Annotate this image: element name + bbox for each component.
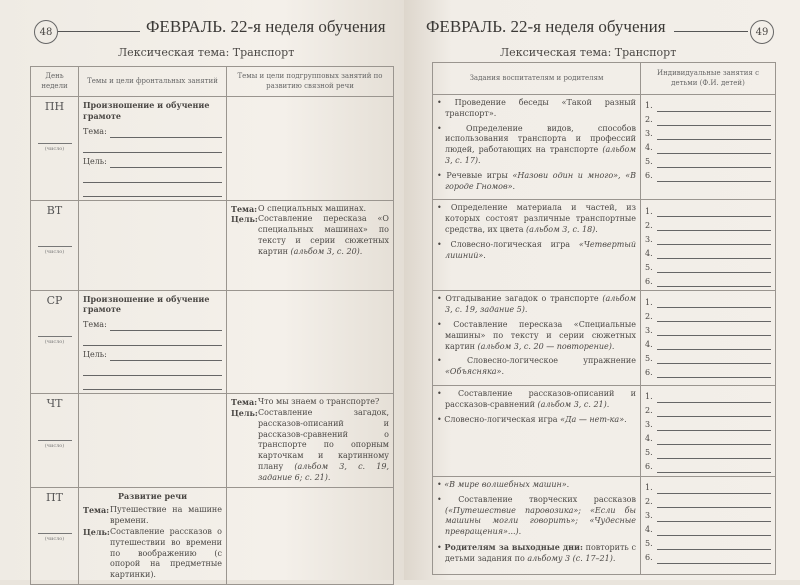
fill-line[interactable] [83, 156, 222, 168]
name-input-line[interactable] [657, 116, 771, 126]
task-text: (альбом 3, с. 17). [445, 145, 636, 165]
line-number: 2. [645, 497, 653, 507]
name-input-line[interactable] [657, 526, 771, 536]
line-number: 3. [645, 325, 653, 335]
cel-text-wrap [258, 408, 389, 484]
cel-line [83, 527, 222, 581]
album-reference: (альбом 3, с. 20). [290, 246, 363, 256]
day-label: СР [46, 293, 63, 307]
task-item [437, 356, 636, 378]
task-item [437, 542, 636, 565]
individual-cell [641, 95, 776, 200]
individual-cell [641, 476, 776, 574]
tema-label: Тема: [83, 320, 107, 330]
tasks-cell [433, 95, 641, 200]
line-number: 6. [645, 553, 653, 563]
lesson-title: Произношение и обучение грамоте [83, 100, 210, 121]
date-field[interactable]: (число) [38, 533, 72, 543]
cel-label: Цель: [231, 407, 258, 418]
name-input-line[interactable] [657, 263, 771, 273]
frontal-cell [79, 200, 227, 290]
day-label: ПН [44, 100, 65, 113]
child-name-line[interactable] [645, 336, 771, 350]
line-number: 4. [645, 248, 653, 258]
task-item [437, 294, 636, 316]
album-reference: (альбом 3, с. 19, задание 6; с. 21). [258, 461, 389, 482]
column-header: День недели [31, 67, 79, 97]
name-input-line[interactable] [657, 312, 771, 322]
child-name-line[interactable] [645, 126, 771, 140]
bullet: • [437, 170, 447, 180]
day-cell [31, 290, 79, 394]
name-input-line[interactable] [657, 326, 771, 336]
subgroup-cell [227, 290, 394, 394]
running-header: ФЕВРАЛЬ. 22-я неделя обучения [426, 17, 666, 36]
child-name-line[interactable] [645, 308, 771, 322]
line-number: 2. [645, 311, 653, 321]
cel-label: Цель: [83, 156, 107, 166]
table-row [31, 200, 394, 290]
line-number: 1. [645, 483, 653, 493]
tema-line [83, 505, 222, 527]
subgroup-cell [227, 394, 394, 487]
page-number: 49 [750, 20, 774, 44]
tema-label: Тема: [83, 126, 107, 136]
task-text: (альбом 3, с. 20 — повторение). [477, 341, 615, 351]
column-header: Индивидуальные занятия с детьми (Ф.И. детей) [641, 63, 776, 95]
tema-text: Путешествие на машине времени. [110, 505, 222, 526]
child-name-line[interactable] [645, 508, 771, 522]
name-input-line[interactable] [657, 354, 771, 364]
line-number: 4. [645, 339, 653, 349]
individual-cell [641, 200, 776, 291]
bullet: • [437, 98, 455, 107]
bullet: • [437, 388, 459, 398]
child-name-line[interactable] [645, 403, 771, 417]
tema-line [231, 397, 389, 408]
name-input-line[interactable] [657, 207, 771, 217]
cel-text: Составление рассказов о путешествии во времени по воображению (с опорой на предметные картинки). [110, 526, 222, 580]
tema-text: Что мы знаем о транспорте? [258, 397, 380, 407]
frontal-cell [79, 394, 227, 487]
name-input-line[interactable] [657, 484, 771, 494]
table-row [433, 200, 776, 291]
bullet: • [437, 542, 445, 552]
date-field[interactable]: (число) [38, 246, 72, 256]
child-name-line[interactable] [645, 154, 771, 168]
task-text: (альбом 3, с. 18). [526, 224, 598, 234]
name-input-line[interactable] [657, 512, 771, 522]
name-input-line[interactable] [657, 298, 771, 308]
child-name-line[interactable] [645, 459, 771, 473]
table-row [31, 487, 394, 584]
bullet: • [437, 294, 446, 304]
name-input-line[interactable] [657, 340, 771, 350]
cel-label: Цель: [83, 350, 107, 360]
line-number: 6. [645, 171, 653, 181]
task-text: Отгадывание загадок о транспорте [445, 294, 603, 304]
child-name-line[interactable] [645, 203, 771, 217]
name-input-line[interactable] [657, 449, 771, 459]
cel-line [231, 214, 389, 257]
name-input-line[interactable] [657, 368, 771, 378]
task-text: «В мире волшебных машин». [444, 479, 570, 489]
task-text: Составление рассказов-описаний и рассказов-сравнений [445, 388, 636, 409]
task-item [437, 480, 636, 491]
task-item [437, 495, 636, 538]
name-input-line[interactable] [657, 249, 771, 259]
blank-line[interactable] [110, 159, 222, 168]
child-name-line[interactable] [645, 417, 771, 431]
line-number: 3. [645, 129, 653, 139]
frontal-cell [79, 487, 227, 584]
blank-line[interactable] [110, 352, 222, 361]
subgroup-cell [227, 487, 394, 584]
child-name-line[interactable] [645, 480, 771, 494]
subgroup-cell [227, 200, 394, 290]
line-number: 1. [645, 297, 653, 307]
child-name-line[interactable] [645, 294, 771, 308]
day-label: ЧТ [46, 397, 63, 411]
line-number: 5. [645, 353, 653, 363]
cel-text-wrap [258, 214, 389, 257]
bullet: • [437, 414, 445, 424]
date-field[interactable]: (число) [38, 336, 72, 346]
task-item [437, 415, 636, 426]
bullet: • [437, 356, 467, 366]
child-name-line[interactable] [645, 350, 771, 364]
line-number: 1. [645, 392, 653, 402]
column-header: Темы и цели фронтальных занятий [79, 67, 227, 97]
name-input-line[interactable] [657, 498, 771, 508]
bullet: • [437, 494, 459, 504]
blank-line[interactable] [83, 141, 222, 153]
blank-line[interactable] [83, 364, 222, 376]
child-name-line[interactable] [645, 522, 771, 536]
line-number: 5. [645, 448, 653, 458]
child-name-line[interactable] [645, 168, 771, 182]
right-page [404, 0, 800, 580]
name-input-line[interactable] [657, 130, 771, 140]
child-name-line[interactable] [645, 140, 771, 154]
lexical-topic: Лексическая тема: Транспорт [500, 46, 677, 59]
task-text: «Четвертый лишний». [445, 239, 636, 260]
tema-text: О специальных машинах. [258, 203, 367, 213]
task-text: Определение материала и частей, из которых состоят различные транспортные средства, их цвета [445, 203, 636, 234]
day-label: ПТ [46, 490, 63, 504]
child-name-line[interactable] [645, 322, 771, 336]
individual-cell [641, 291, 776, 386]
line-number: 3. [645, 234, 653, 244]
child-name-line[interactable] [645, 98, 771, 112]
name-input-line[interactable] [657, 277, 771, 287]
date-field[interactable]: (число) [38, 143, 72, 153]
child-name-line[interactable] [645, 217, 771, 231]
day-cell [31, 394, 79, 487]
date-field[interactable]: (число) [38, 440, 72, 450]
tema-line [231, 204, 389, 215]
child-name-line[interactable] [645, 494, 771, 508]
name-input-line[interactable] [657, 221, 771, 231]
line-number: 1. [645, 101, 653, 111]
day-cell [31, 97, 79, 201]
name-input-line[interactable] [657, 172, 771, 182]
child-name-line[interactable] [645, 273, 771, 287]
table-row [433, 291, 776, 386]
task-item [437, 124, 636, 167]
task-text: Речевые игры [446, 170, 513, 180]
task-item [437, 203, 636, 235]
fill-line[interactable] [83, 126, 222, 138]
bullet: • [437, 123, 467, 133]
child-name-line[interactable] [645, 445, 771, 459]
page-number: 48 [34, 20, 58, 44]
table-row [31, 394, 394, 487]
line-number: 1. [645, 206, 653, 216]
day-cell [31, 200, 79, 290]
name-input-line[interactable] [657, 540, 771, 550]
child-name-line[interactable] [645, 112, 771, 126]
child-name-line[interactable] [645, 550, 771, 564]
tema-label: Тема: [231, 397, 258, 408]
line-number: 3. [645, 511, 653, 521]
blank-line[interactable] [83, 171, 222, 183]
lesson-title: Произношение и обучение грамоте [83, 293, 210, 315]
task-item [437, 240, 636, 262]
child-name-line[interactable] [645, 259, 771, 273]
frontal-cell [79, 290, 227, 394]
blank-line[interactable] [110, 129, 222, 138]
blank-line[interactable] [83, 334, 222, 346]
table-row [433, 476, 776, 574]
name-input-line[interactable] [657, 554, 771, 564]
name-input-line[interactable] [657, 144, 771, 154]
cel-text-wrap [110, 527, 222, 581]
lexical-topic: Лексическая тема: Транспорт [118, 46, 295, 59]
header-rule [674, 31, 748, 32]
fill-line[interactable] [83, 349, 222, 361]
frontal-cell [79, 97, 227, 201]
column-header: Задания воспитателям и родителям [433, 63, 641, 95]
task-text: Определение видов, способов использования транспорта и профессий людей, работающих на транспорте [445, 123, 636, 155]
subgroup-cell [227, 97, 394, 201]
task-item [437, 389, 636, 411]
task-text: «Объясняка». [445, 367, 504, 377]
task-text: «Да — нет-ка». [560, 414, 627, 424]
tema-label: Тема: [83, 505, 110, 516]
child-name-line[interactable] [645, 536, 771, 550]
name-input-line[interactable] [657, 421, 771, 431]
task-item [437, 171, 636, 193]
table-row [433, 385, 776, 476]
task-text: (альбом 3, с. 19, задание 5). [445, 294, 636, 315]
weekly-plan-table [30, 66, 394, 585]
line-number: 4. [645, 525, 653, 535]
tasks-cell [433, 291, 641, 386]
cel-label: Цель: [231, 214, 258, 225]
child-name-line[interactable] [645, 389, 771, 403]
line-number: 2. [645, 220, 653, 230]
task-text: повторить с детьми задания по [445, 542, 637, 563]
task-text: Проведение беседы «Такой разный транспорт». [445, 98, 636, 118]
blank-line[interactable] [110, 322, 222, 331]
name-input-line[interactable] [657, 393, 771, 403]
blank-line[interactable] [83, 185, 222, 197]
tasks-cell [433, 476, 641, 574]
cel-label: Цель: [83, 526, 110, 537]
line-number: 5. [645, 262, 653, 272]
table-row [433, 95, 776, 200]
line-number: 6. [645, 462, 653, 472]
tasks-table [432, 62, 776, 575]
task-text: Словесно-логическая игра [444, 414, 561, 424]
day-label: ВТ [46, 203, 63, 217]
line-number: 5. [645, 157, 653, 167]
task-text: Родителям за выходные дни: [444, 541, 583, 552]
individual-cell [641, 385, 776, 476]
tasks-cell [433, 200, 641, 291]
tasks-cell [433, 385, 641, 476]
child-name-line[interactable] [645, 245, 771, 259]
task-text: Словесно-логическое упражнение [466, 356, 636, 366]
bullet: • [437, 239, 451, 249]
task-text: Составление творческих рассказов [458, 494, 637, 504]
lesson-title: Развитие речи [117, 490, 188, 501]
task-item [437, 320, 636, 352]
line-number: 6. [645, 276, 653, 286]
cel-text: Составление пересказа «О специальных машинах» по тексту и серии сюжетных картин [258, 214, 389, 256]
table-row [31, 97, 394, 201]
bullet: • [437, 319, 454, 329]
line-number: 2. [645, 115, 653, 125]
day-cell [31, 487, 79, 584]
task-text: (альбом 3, с. 21). [537, 399, 610, 409]
table-row [31, 290, 394, 394]
column-header: Темы и цели подгрупповых занятий по развитию связной речи [227, 67, 394, 97]
line-number: 3. [645, 420, 653, 430]
name-input-line[interactable] [657, 102, 771, 112]
line-number: 2. [645, 406, 653, 416]
child-name-line[interactable] [645, 431, 771, 445]
line-number: 6. [645, 367, 653, 377]
running-header: ФЕВРАЛЬ. 22-я неделя обучения [146, 17, 386, 36]
bullet: • [437, 479, 445, 489]
blank-line[interactable] [83, 378, 222, 390]
task-text: Словесно-логическая игра [450, 239, 579, 249]
child-name-line[interactable] [645, 231, 771, 245]
line-number: 4. [645, 434, 653, 444]
bullet: • [437, 203, 451, 213]
task-text: альбому 3 (с. 17–21). [527, 553, 616, 563]
fill-line[interactable] [83, 319, 222, 331]
line-number: 4. [645, 143, 653, 153]
task-text: «Назови один и много», «В городе Гномов». [445, 170, 637, 191]
name-input-line[interactable] [657, 158, 771, 168]
tema-label: Тема: [231, 203, 258, 214]
task-item [437, 98, 636, 120]
cel-line [231, 408, 389, 484]
task-text: Составление пересказа «Специальные машины» по тексту и серии сюжетных картин [445, 319, 636, 351]
name-input-line[interactable] [657, 435, 771, 445]
line-number: 5. [645, 539, 653, 549]
name-input-line[interactable] [657, 235, 771, 245]
task-text: («Путешествие паровозика»; «Если бы машины могли говорить»; «Чудесные превращения»...). [445, 505, 636, 537]
name-input-line[interactable] [657, 463, 771, 473]
header-rule [58, 31, 140, 32]
cel-text: Составление загадок, рассказов-описаний и рассказов-сравнений о транспорте по опорным карточкам и картинному плану [258, 407, 389, 471]
child-name-line[interactable] [645, 364, 771, 378]
name-input-line[interactable] [657, 407, 771, 417]
